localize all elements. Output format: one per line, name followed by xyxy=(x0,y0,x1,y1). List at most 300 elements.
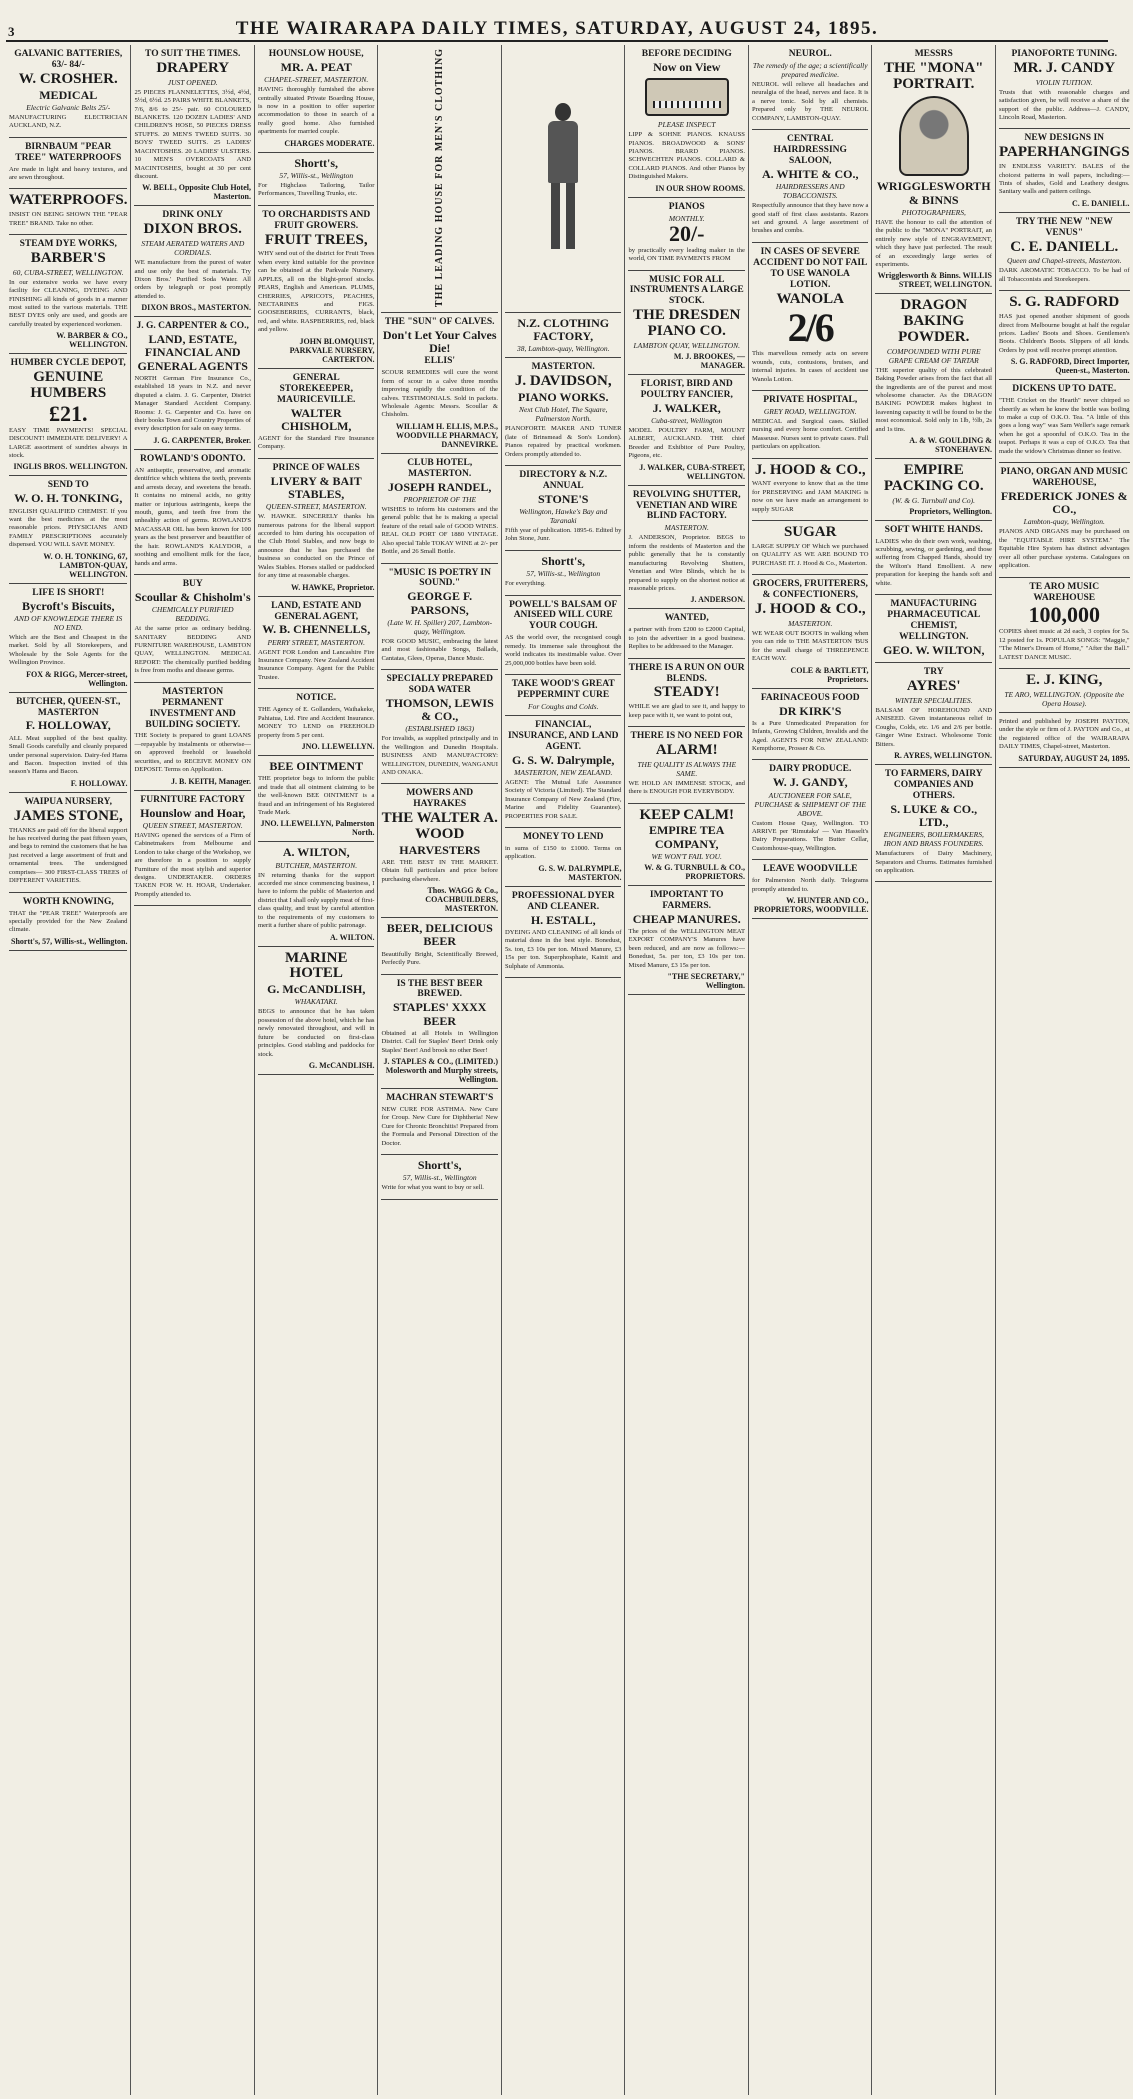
advertisement xyxy=(505,887,622,978)
ad-h1: AYRES' xyxy=(906,678,961,695)
ad-h2: Bycroft's Biscuits, xyxy=(22,598,115,613)
advertisement xyxy=(999,380,1130,463)
ad-sub: PLEASE INSPECT xyxy=(657,120,716,130)
ad-p: This marvellous remedy acts on severe wounds, cuts, contusions, bruises, and internal injuries. In cases of accident use Wanola Lotion. xyxy=(751,350,869,383)
ad-sig: COLE & BARTLETT, Proprietors. xyxy=(790,665,869,684)
advertisement xyxy=(628,198,745,271)
advertisement xyxy=(628,727,745,804)
ad-sub: The remedy of the age; a scientifically prepared medicine. xyxy=(752,60,868,79)
advertisement xyxy=(258,947,375,1075)
advertisement xyxy=(999,669,1130,713)
ad-sub: (W. & G. Turnbull and Co). xyxy=(892,495,976,505)
ad-h3: FINANCIAL, INSURANCE, AND LAND AGENT. xyxy=(507,719,619,752)
ad-p: HAS just opened another shipment of goods direct from Melbourne bought at half the regular prices. Ladies' Boots and Shoes. Gentlemen's Boots. Children's Boots. Slippers of all kinds. Orders by post will receive prompt attention. xyxy=(998,313,1130,354)
advertisement xyxy=(752,575,869,688)
ad-h1: KEEP CALM! xyxy=(639,806,735,823)
ad-h2: G. S. W. Dalrymple, xyxy=(512,752,615,767)
ad-p: AGENT: The Mutual Life Assurance Society of Victoria (Limited). The Standard Insurance Company of New Zealand (Fire, Marine and Fidelity Guarantee). PROPERTIES FOR SALE. xyxy=(504,778,622,820)
advertisement xyxy=(505,828,622,887)
ad-h1: MARINE HOTEL xyxy=(284,949,348,982)
ad-p: THE proprietor begs to inform the public and trade that all ointment claiming to be the well-known BEE OINTMENT is a fraud and an infringement of his Registered Trade Mark. xyxy=(257,775,375,816)
ad-h3: MOWERS AND HAYRAKES xyxy=(406,788,474,810)
ad-sig: A. & W. GOULDING & STONEHAVEN. xyxy=(909,436,992,455)
advertisement xyxy=(381,670,498,784)
advertisement xyxy=(752,521,869,575)
ad-h3: TO FARMERS, DAIRY COMPANIES AND OTHERS. xyxy=(884,768,983,801)
ad-p: NEUROL will relieve all headaches and neuralgia of the head, nerves and face. It is a nerve tonic. Sold by all chemists. Prepared only by THE NEUROL COMPANY, LAMBTON-QUAY. xyxy=(751,80,869,122)
ad-h2: JOSEPH RANDEL, xyxy=(388,479,492,494)
ad-sig: C. E. DANIELL. xyxy=(1071,198,1130,208)
ad-h2: EMPIRE TEA COMPANY, xyxy=(649,823,725,851)
ad-p: For invalids, as supplied principally and in the Wellington and Dunedin Hospitals. BUSINESS AND MANUFACTORY: WELLINGTON, DUNEDIN, WANGANUI AND ONAKA. xyxy=(381,735,498,776)
advertisement xyxy=(505,466,622,551)
ad-h1: SUGAR xyxy=(783,524,837,541)
ad-h3: THERE IS NO NEED FOR xyxy=(630,731,743,742)
ad-sig: JOHN BLOMQUIST, PARKVALE NURSERY, CARTERTON. xyxy=(289,336,375,364)
advertisement xyxy=(999,291,1130,380)
advertisement xyxy=(999,45,1130,129)
ad-h2: BEE OINTMENT xyxy=(269,759,364,774)
ad-h1: ALARM! xyxy=(655,742,718,759)
ad-sub: Next Club Hotel, The Square, Palmerston North. xyxy=(519,405,608,424)
advertisement xyxy=(628,609,745,658)
ad-h3: CLUB HOTEL, MASTERTON. xyxy=(407,457,473,479)
ad-p: DYEING AND CLEANING of all kinds of material done in the best style. Bonedust, 5s. ton, £3 10s per ton. Mixed Manure, £3 15s per ton. Superphosphate, Kainit and Sulphate of Ammonia. xyxy=(504,928,622,970)
ad-h2: STONE'S xyxy=(537,491,589,506)
ad-h3: CENTRAL HAIRDRESSING SALOON, xyxy=(773,134,847,166)
advertisement xyxy=(752,860,869,919)
advertisement xyxy=(381,1089,498,1155)
ad-p: Fifth year of publication. 1895-6. Edited by John Stone, Junr. xyxy=(504,527,622,543)
ad-h3: MESSRS xyxy=(914,49,953,59)
ad-sub: Electric Galvanic Belts 25/- xyxy=(26,102,111,112)
advertisement xyxy=(505,358,622,466)
ad-h2: W. J. GANDY, xyxy=(772,775,848,790)
ad-big: 100,000 xyxy=(1028,602,1101,628)
ad-h1: WANOLA xyxy=(776,290,844,307)
ad-p: Trusts that with reasonable charges and satisfaction given, he will receive a share of the support of the public. Address—J. CANDY, Lincoln Road, Masterton. xyxy=(998,88,1130,121)
ad-h1: PAPERHANGINGS xyxy=(998,144,1130,161)
ad-sig: Shortt's, 57, Willis-st., Wellington. xyxy=(11,936,128,946)
ad-p: AS the world over, the recognised cough remedy. Its immense sale throughout the world indicates its inestimable value. Over 25,000,000 bottles have been sold. xyxy=(504,634,622,667)
ad-p: SCOUR REMEDIES will cure the worst form of scour in a calve three months improving rapidly the condition of the calves. TESTIMONIALS. Sold in packets. Wholesale Agents: Messrs. Scoullar & Chisholm. xyxy=(381,369,498,419)
ad-h3: LAND, ESTATE AND GENERAL AGENT, xyxy=(271,600,362,622)
ad-h3: MONEY TO LEND xyxy=(522,832,604,843)
advertisement xyxy=(505,716,622,828)
ad-sig: WILLIAM H. ELLIS, M.P.S., WOODVILLE PHARMACY, DANNEVIRKE. xyxy=(395,421,498,449)
advertisement xyxy=(628,659,745,727)
ad-h2: Don't Let Your Calves Die! xyxy=(382,327,497,356)
ad-h2: J. WALKER, xyxy=(652,400,721,415)
advertisement xyxy=(258,45,375,153)
ad-h2: MR. A. PEAT xyxy=(280,59,352,74)
ad-p: INSIST ON BEING SHOWN THE "PEAR TREE" BRAND. Take no other. xyxy=(9,211,128,227)
ad-p: Which are the Best and Cheapest in the market. Sold by all Storekeepers, and Wholesale by the Sole Agents for the Wellington Province. xyxy=(9,633,128,667)
ad-p: J. ANDERSON, Proprietor. BEGS to inform the residents of Masterton and the public generally that he is constantly manufacturing Revolving Shutters, Venetian and Wire Blinds, which he is prepared to supply on the shortest notice at reasonable prices. xyxy=(628,534,745,592)
ad-sig: Wrigglesworth & Binns. WILLIS STREET, WELLINGTON. xyxy=(877,271,992,290)
ad-sig: J. ANDERSON. xyxy=(690,595,745,605)
ad-h2: H. ESTALL, xyxy=(530,912,596,927)
ad-sub: LAMBTON QUAY, WELLINGTON. xyxy=(633,340,741,350)
ad-h3: PRIVATE HOSPITAL, xyxy=(763,395,858,405)
ad-sig: INGLIS BROS. WELLINGTON. xyxy=(13,462,128,472)
ad-sub: Cuba-street, Wellington xyxy=(651,415,723,425)
ad-sig: CHARGES MODERATE. xyxy=(284,138,375,148)
ad-h3: TRY xyxy=(923,667,944,678)
ad-p: THANKS are paid off for the liberal support he has received during the past fifteen years, and begs to remind the customers that he has just received a large assortment of fruit and ornamental trees. The undersigned comprises— 300 FIRST-CLASS TREES of DIFFERENT VARIETIES. xyxy=(9,826,128,885)
ad-sub: BUTCHER, MASTERTON. xyxy=(275,860,358,870)
ad-sub: MASTERTON. xyxy=(664,523,709,533)
advertisement xyxy=(134,45,251,206)
advertisement xyxy=(134,450,251,575)
ad-h1: S. G. RADFORD xyxy=(1009,294,1120,311)
ad-sub: WINTER SPECIALITIES. xyxy=(894,695,973,705)
ad-h2: Hounslow and Hoar, xyxy=(140,805,246,820)
ad-sub: GREY ROAD, WELLINGTON. xyxy=(763,406,857,416)
ad-h1: JAMES STONE, xyxy=(13,807,123,824)
ad-sub: 38, Lambton-quay, Wellington. xyxy=(517,344,610,354)
ad-h2: N.Z. CLOTHING FACTORY, xyxy=(517,316,610,344)
ad-h2: S. LUKE & CO., LTD., xyxy=(890,801,978,829)
advertisement xyxy=(134,791,251,907)
ad-p: For everything. xyxy=(504,580,546,588)
advertisement xyxy=(752,45,869,130)
ad-sub: CHAPEL-STREET, MASTERTON. xyxy=(264,75,369,85)
ad-h3: WAIPUA NURSERY, xyxy=(24,796,112,807)
advertisement xyxy=(875,459,992,521)
advertisement xyxy=(9,189,127,235)
ad-h1: W. CROSHER. xyxy=(18,70,118,87)
advertisement xyxy=(875,595,992,663)
ad-h2: Now on View xyxy=(653,59,721,74)
man-figure-illustration xyxy=(538,103,588,253)
advertisement xyxy=(258,153,375,206)
ad-p: NORTH German Fire Insurance Co., established 18 years in N.Z. and never disputed a claim. J. G. Carpenter, District Manager Standard Accident Company. Rooms: J. G. Carpenter and Co. have on their books Town and Country Properties of every description for sale on easy terms. xyxy=(134,374,251,433)
ad-sub: Queen and Chapel-streets, Masterton. xyxy=(1007,256,1122,266)
ad-p: HAVING opened the services of a Firm of Cabinetmakers from Melbourne and London to take charge of the Workshop, we are therefore in a position to supply Furniture of the most stylish and superior designs. UNDERTAKER. ORDERS TAKEN FOR W. H. HOAR, Undertaker. Promptly attended to. xyxy=(134,831,251,898)
ad-h3: HOUNSLOW HOUSE, xyxy=(268,49,364,59)
ad-p: WANT everyone to know that as the time for PRESERVING and JAM MAKING is now on we have made an arrangement to supply SUGAR xyxy=(751,480,869,513)
ad-sig: FOX & RIGG, Mercer-street, Wellington. xyxy=(26,669,128,688)
columns-container xyxy=(6,45,1130,2095)
advertisement xyxy=(9,584,127,693)
ad-h3b: ELLIS' xyxy=(424,356,456,367)
ad-sig: F. HOLLOWAY. xyxy=(70,778,128,788)
ad-h3: FLORIST, BIRD AND POULTRY FANCIER, xyxy=(640,378,733,400)
ad-sub: VIOLIN TUITION. xyxy=(1035,77,1093,87)
ad-vert: THE LEADING HOUSE FOR MEN'S CLOTHING xyxy=(434,48,446,308)
ad-h3: LEAVE WOODVILLE xyxy=(763,864,858,875)
advertisement xyxy=(628,486,745,610)
ad-big: 20/- xyxy=(669,220,705,246)
ad-sig: JNO. LLEWELLYN. xyxy=(301,742,375,752)
ad-h3: MASTERTON. xyxy=(531,362,595,373)
ad-p: BALSAM OF HOREHOUND AND ANISEED. Given instantaneous relief in Coughs, Colds, etc. 1/6 and 2/6 per bottle. Ginger Wine Extract. Wholesome Tonic Bitters. xyxy=(875,706,992,748)
advertisement xyxy=(505,675,622,716)
ad-h3: FURNITURE FACTORY xyxy=(140,794,246,805)
column-8 xyxy=(872,45,996,2095)
ad-sub: MONTHLY. xyxy=(668,213,705,223)
ad-sig: J. STAPLES & CO., (LIMITED.) Molesworth and Murphy streets, Wellington. xyxy=(383,1057,498,1085)
ad-h1: J. HOOD & CO., xyxy=(754,601,866,618)
ad-p: Manufacturers of Dairy Machinery, Separators and Churns. Estimates furnished on application. xyxy=(875,850,992,874)
ad-p: EASY TIME PAYMENTS! SPECIAL DISCOUNT! IMMEDIATE DELIVERY! A LARGE assortment of sundries always in stock. xyxy=(9,426,128,460)
ad-h1: C. E. DANIELL. xyxy=(1010,238,1119,255)
ad-p: IN ENDLESS VARIETY. BALES of the choicest patterns in wall papers, including:— Tints of shades, Gold and Leathery designs. Sanitary walls and pattern ceilings. xyxy=(998,163,1130,196)
ad-h2: WALTER CHISHOLM, xyxy=(281,405,352,433)
advertisement xyxy=(628,45,745,198)
advertisement xyxy=(505,596,622,676)
ad-h3: MANUFACTURING PHARMACEUTICAL CHEMIST, WELLINGTON. xyxy=(887,599,981,642)
advertisement xyxy=(258,842,375,946)
ad-h3: J. G. CARPENTER & CO., xyxy=(136,321,249,332)
page-number: 3 xyxy=(8,24,15,39)
advertisement xyxy=(381,454,498,564)
ad-h3: WANTED, xyxy=(664,613,709,624)
advertisement xyxy=(134,206,251,317)
ad-p: HAVE the honour to call the attention of the public to the "MONA" PORTRAIT, an entirely new style of ENGRAVEMENT, which they have just perfected. The result of an exceedingly large series of experiments. xyxy=(875,218,992,268)
advertisement xyxy=(258,206,375,369)
advertisement xyxy=(134,683,251,791)
ad-h2: MEDICAL xyxy=(39,87,98,102)
ad-sig: W. HUNTER AND CO., PROPRIETORS, WOODVILLE. xyxy=(753,896,869,915)
advertisement xyxy=(999,578,1130,670)
ad-sig: JNO. LLEWELLYN, Palmerston North. xyxy=(260,819,375,838)
ad-big: £21. xyxy=(48,400,88,426)
ad-p: WE HOLD AN IMMENSE STOCK, and there is ENOUGH FOR EVERYBODY. xyxy=(628,779,745,796)
ad-p: Beautifully Bright, Scientifically Brewed, Perfectly Pure. xyxy=(381,950,498,967)
ad-p: NEW CURE FOR ASTHMA. New Cure for Croup. New Cure for Diphtheria! New Cure for Chronic Bronchitis! Prepared from the Formula and Personal Direction of the Doctor. xyxy=(381,1105,498,1147)
piano-illustration xyxy=(645,78,729,116)
advertisement xyxy=(875,294,992,459)
ad-p: THE superior quality of this celebrated Baking Powder arises from the fact that all the ingredients are of the purest and most wholesome character. As the DRAGON BAKING POWDER makes highest in leavening capacity it will be found to be the most economical. Sold only in 1lb, ½lb, 2s and 1s tins. xyxy=(875,366,992,433)
ad-p: Write for what you want to buy or sell. xyxy=(381,1184,484,1192)
ad-h1: J. HOOD & CO., xyxy=(754,461,866,478)
ad-sig: A. WILTON. xyxy=(329,932,375,942)
ad-h3: BEFORE DECIDING xyxy=(641,49,732,59)
ad-h2: WRIGGLESWORTH & BINNS xyxy=(876,179,991,207)
advertisement xyxy=(9,138,127,190)
advertisement xyxy=(752,689,869,761)
ad-sig: DIXON BROS., MASTERTON. xyxy=(141,303,251,313)
advertisement xyxy=(9,793,127,893)
ad-p: For Highclass Tailoring, Tailor Performances, Travelling Trunks, etc. xyxy=(257,181,375,198)
ad-sub: 57, Willis-st., Wellington xyxy=(402,1173,477,1183)
ad-sig: W. O. H. TONKING, 67, LAMBTON-QUAY, WELLINGTON. xyxy=(43,551,128,579)
masthead xyxy=(6,4,1108,42)
ad-h2: Shortt's, xyxy=(294,155,339,170)
ad-p: Are made in light and heavy textures, and are sewn throughout. xyxy=(9,165,128,181)
ad-sig: SATURDAY, AUGUST 24, 1895. xyxy=(1018,753,1130,763)
advertisement xyxy=(505,313,622,358)
ad-h1: DRAPERY xyxy=(156,59,230,76)
ad-h3: NEUROL. xyxy=(788,49,832,59)
advertisement xyxy=(505,551,622,596)
ad-sub: AND OF KNOWLEDGE THERE IS NO END. xyxy=(14,613,123,632)
ad-h3: IS THE BEST BEER BREWED. xyxy=(396,978,483,1000)
ad-h2: PIANO WORKS. xyxy=(518,390,609,405)
ad-h3: TAKE WOOD'S GREAT PEPPERMINT CURE xyxy=(511,679,615,700)
advertisement xyxy=(628,804,745,886)
ad-sub: TE ARO, WELLINGTON. (Opposite the Opera House). xyxy=(1004,689,1125,708)
ad-h3: GALVANIC BATTERIES, 63/- 84/- xyxy=(14,49,123,70)
ad-sig: W. HAWKE, Proprietor. xyxy=(291,582,375,592)
ad-p: FOR GOOD MUSIC, embracing the latest and most fashionable Songs, Ballads, Cantatas, Glees, Operas, Dance Music. xyxy=(381,637,498,662)
ad-h3: SEND TO xyxy=(47,480,89,491)
advertisement xyxy=(258,459,375,597)
advertisement xyxy=(999,463,1130,577)
ad-p: W. HAWKE. SINCERELY thanks his numerous patrons for the liberal support accorded to him during his occupation of the Club Hotel Stables, and now begs to announce that he has purchased the business so conducted on the Prince of Wales Stables. Horses stalled or paddocked for any time at reasonable charges. xyxy=(257,513,375,580)
ad-h1: J. DAVIDSON, xyxy=(514,373,612,390)
ad-h3: PRINCE OF WALES xyxy=(272,462,360,473)
ad-h1: THE WALTER A. WOOD xyxy=(381,810,498,843)
advertisement xyxy=(381,564,498,671)
ad-p: for Palmerston North daily. Telegrams promptly attended to. xyxy=(751,877,869,893)
ad-h3: STEAM DYE WORKS, xyxy=(19,239,117,249)
ad-h3: BUY xyxy=(182,579,203,590)
ad-sub: PHOTOGRAPHERS, xyxy=(901,207,966,217)
ad-sub: MASTERTON. xyxy=(788,618,833,628)
ad-sub: CHEMICALLY PURIFIED BEDDING. xyxy=(151,605,234,624)
ad-h3: LIFE IS SHORT! xyxy=(32,587,105,598)
ad-h1: BARBER'S xyxy=(30,249,106,266)
ad-sub: (Late W. H. Spiller) 207, Lambton-quay, Wellington. xyxy=(387,617,493,636)
advertisement xyxy=(9,235,127,354)
ad-sub: 57, Willis-st., Wellington xyxy=(526,569,601,579)
ad-h3: DICKENS UP TO DATE. xyxy=(1012,384,1117,395)
advertisement xyxy=(134,575,251,683)
advertisement xyxy=(875,765,992,882)
ad-sig: G. S. W. DALRYMPLE, MASTERTON. xyxy=(538,863,622,882)
ad-h3: BUTCHER, QUEEN-ST., MASTERTON xyxy=(16,696,121,718)
advertisement xyxy=(999,213,1130,291)
ad-p: AN antiseptic, preservative, and aromatic dentifrice which whitens the teeth, prevents and arrests decay, and sweetens the breath. It contains no mineral acids, no gritty matter or injurious astringents, keeps the mouth, gums, and teeth free from the unhealthy action of germs. ROWLAND'S MACASSAR OIL has been known for 100 years as the best preserver and beautifier of the hair. ROWLAND'S KALYDOR, a soothing and emollient milk for the face, hands and arms. xyxy=(134,466,251,567)
ad-h3: REVOLVING SHUTTER, VENETIAN AND WIRE BLIND FACTORY. xyxy=(632,489,741,522)
ad-p: THAT the "PEAR TREE" Waterproofs are specially provided for the New Zealand climate. xyxy=(9,909,128,934)
ad-h3: MASTERTON PERMANENT INVESTMENT AND BUILDING SOCIETY. xyxy=(145,686,241,730)
advertisement xyxy=(9,893,127,951)
ad-p: Respectfully announce that they have now a good staff of first class assistants. Razors set and ground. A large assortment of brushes and combs. xyxy=(751,202,869,235)
advertisement xyxy=(9,693,127,793)
ad-h3: SOFT WHITE HANDS. xyxy=(884,524,983,535)
ad-sub: STEAM AERATED WATERS AND CORDIALS. xyxy=(141,239,245,258)
ad-h3: THE "SUN" OF CALVES. xyxy=(384,317,495,327)
column-6 xyxy=(625,45,749,2095)
ad-h2: G. McCANDLISH, xyxy=(267,982,366,997)
ad-p: WHY send out of the district for Fruit Trees when every kind suitable for the province can be obtained at the Parkvale Nursery. APPLES, all on the blight-proof stocks. PEARS, English and American. PLUMS, CHERRIES, APRICOTS, PEACHES, NECTARINES and FIGS. GOOSEBERRIES, CURRANTS, black, red, and white. RASPBERRIES, red, black and yellow. xyxy=(257,250,375,334)
ad-h3: PIANOS xyxy=(668,201,705,212)
ad-sig: Proprietors, Wellington. xyxy=(909,506,992,516)
ad-sig: W. BARBER & CO., WELLINGTON. xyxy=(56,331,128,350)
portrait-illustration xyxy=(899,96,969,176)
ad-h3: NEW DESIGNS IN xyxy=(1024,133,1105,144)
advertisement xyxy=(381,1155,498,1200)
ad-p: COPIES sheet music at 2d each, 3 copies for 5s. 12 posted for 1s. POPULAR SONGS: "Maggie," "The Miner's Dream of Home," "After the Ball." LATEST DANCE MUSIC. xyxy=(998,628,1130,661)
ad-p: AGENT FOR London and Lancashire Fire Insurance Company. New Zealand Accident Insurance Company. Agent for the Public Trustee. xyxy=(257,648,375,681)
ad-h3: DIRECTORY & N.Z. ANNUAL xyxy=(519,469,608,491)
ad-h1: FRUIT TREES, xyxy=(264,231,368,248)
ad-sub: THE QUALITY IS ALWAYS THE SAME. xyxy=(637,759,737,778)
ad-h1: GENUINE HUMBERS xyxy=(30,369,107,401)
ad-p: LADIES who do their own work, washing, scrubbing, sewing, or gardening, and those suffering from Chapped Hands, should try the Wilton's Hand Emollient. A new preparation for keeping the hands soft and white. xyxy=(875,537,992,587)
ad-sig: Thos. WAGG & Co., COACHBUILDERS, MASTERTON. xyxy=(425,886,498,914)
advertisement xyxy=(505,45,622,313)
ad-h2: Scoullar & Chisholm's xyxy=(134,589,251,604)
ad-h3: PIANOFORTE TUNING. xyxy=(1011,49,1118,59)
advertisement xyxy=(999,713,1130,768)
ad-sig: W. BELL, Opposite Club Hotel, Masterton. xyxy=(142,183,251,202)
ad-sub: QUEEN-STREET, MASTERTON. xyxy=(265,502,367,512)
ad-p: In our extensive works we have every facility for CLEANING, DYEING AND FINISHING all kinds of goods in a manner most suited to the various materials. THE BEST DYES only are used, and goods are carefully treated by experienced workmen. xyxy=(9,278,128,328)
column-3 xyxy=(255,45,379,2095)
advertisement xyxy=(752,760,869,860)
advertisement xyxy=(258,597,375,690)
ad-h3: PROFESSIONAL DYER AND CLEANER. xyxy=(511,890,615,912)
ad-h2: A. WHITE & CO., xyxy=(762,166,859,181)
ad-p: LIPP & SOHNE PIANOS. KNAUSS PIANOS. BROADWOOD & SONS' PIANOS. BRARD PIANOS. SCHWECHTEN PIANOS. COLLARD & COLLARD PIANOS. And other Pianos by Distinguished Makers. xyxy=(628,131,745,181)
ad-sig: S. G. RADFORD, Direct Importer, Queen-st., Masterton. xyxy=(1010,357,1130,376)
ad-sig: R. AYRES, WELLINGTON. xyxy=(894,750,992,760)
ad-p: MODEL POULTRY FARM, MOUNT ALBERT, AUCKLAND. THE chief Breeder and Exhibitor of Pure Poultry, Pigeons, etc. xyxy=(628,426,745,460)
ad-h3: IN CASES OF SEVERE ACCIDENT DO NOT FAIL TO USE WANOLA LOTION. xyxy=(753,246,868,290)
ad-sub: PERRY STREET, MASTERTON. xyxy=(267,637,365,647)
column-7 xyxy=(749,45,873,2095)
ad-sub: COMPOUNDED WITH PURE GRAPE CREAM OF TARTAR xyxy=(886,346,981,365)
ad-sub: Wellington, Hawke's Bay and Taranaki xyxy=(519,507,608,526)
ad-p: THE Society is prepared to grant LOANS—repayable by instalments or otherwise—on approved freehold or leasehold securities, and to RECEIVE MONEY ON DEPOSIT. Terms on Application. xyxy=(134,732,251,774)
ad-h2: FREDERICK JONES & CO., xyxy=(1000,489,1128,517)
ad-h2: CHEAP MANURES. xyxy=(632,911,741,926)
ad-h2: DR KIRK'S xyxy=(779,703,842,718)
ad-h3: PIANO, ORGAN AND MUSIC WAREHOUSE, xyxy=(1000,467,1128,489)
ad-h1: MR. J. CANDY xyxy=(1013,59,1116,76)
ad-h3: ROWLAND'S ODONTO. xyxy=(140,453,246,464)
ad-p: Custom House Quay, Wellington. TO ARRIVE per 'Rimutaka' — Van Hasselt's Dairy Preparations. The Butter Cellar, Customhouse-quay, Wellington. xyxy=(751,819,869,852)
ad-h1: DIXON BROS. xyxy=(143,221,242,238)
ad-sub: 57, Willis-st., Wellington xyxy=(279,170,354,180)
ad-p: a partner with from £200 to £2000 Capital, to join the advertiser in a good business. Replies to be addressed to the Manager. xyxy=(628,626,745,651)
ad-p: DARK AROMATIC TOBACCO. To be had of all Tobacconists and Storekeepers. xyxy=(998,267,1130,283)
ad-h3: "MUSIC IS POETRY IN SOUND." xyxy=(388,567,491,589)
ad-h2: THOMSON, LEWIS & CO., xyxy=(385,695,494,724)
ad-sig: J. B. KEITH, Manager. xyxy=(171,776,251,786)
advertisement xyxy=(628,271,745,375)
ad-h2: LAND, ESTATE, FINANCIAL AND GENERAL AGENTS xyxy=(137,332,248,373)
advertisement xyxy=(381,45,498,313)
ad-p: HAVING thoroughly furnished the above centrally situated Private Boarding House, is now in a position to offer superior accommodation to those in search of a really good home. Also furnished apartments for married couple. xyxy=(257,86,375,136)
ad-p: ENGLISH QUALIFIED CHEMIST. If you want the best medicines at the most reasonable prices. PHYSICIANS AND FAMILY PRESCRIPTIONS accurately dispensed. YOU WILL SAVE MONEY. xyxy=(9,507,128,549)
ad-h3: DRINK ONLY xyxy=(162,210,224,221)
column-5 xyxy=(502,45,626,2095)
ad-h3: MACHRAN STEWART'S xyxy=(386,1093,494,1104)
advertisement xyxy=(9,45,127,138)
ad-h1: STEADY! xyxy=(653,684,720,701)
ad-h3: POWELL'S BALSAM OF ANISEED WILL CURE YOUR COUGH. xyxy=(509,599,618,632)
ad-p: by practically every leading maker in the world, ON TIME PAYMENTS FROM xyxy=(628,246,745,263)
ad-sig: IN OUR SHOW ROOMS. xyxy=(655,183,745,193)
ad-p: BEGS to announce that he has taken possession of the above hotel, which he has newly renovated throughout, and will in future be conducted on first-class principles. Good stabling and paddocks for stock. xyxy=(257,1008,375,1058)
ad-h1: THE DRESDEN PIANO CO. xyxy=(633,307,741,340)
ad-h3: FARINACEOUS FOOD xyxy=(760,692,860,703)
ad-sub: WE WON'T FAIL YOU. xyxy=(651,851,722,861)
ad-h2: GEORGE F. PARSONS, xyxy=(407,589,473,617)
column-4 xyxy=(378,45,502,2095)
column-9 xyxy=(996,45,1133,2095)
ad-sub: HAIRDRESSERS AND TOBACCONISTS. xyxy=(775,182,845,201)
advertisement xyxy=(258,756,375,842)
ad-h3: THERE IS A RUN ON OUR BLENDS. xyxy=(628,662,745,684)
ad-sub: (ESTABLISHED 1863) xyxy=(405,724,475,734)
